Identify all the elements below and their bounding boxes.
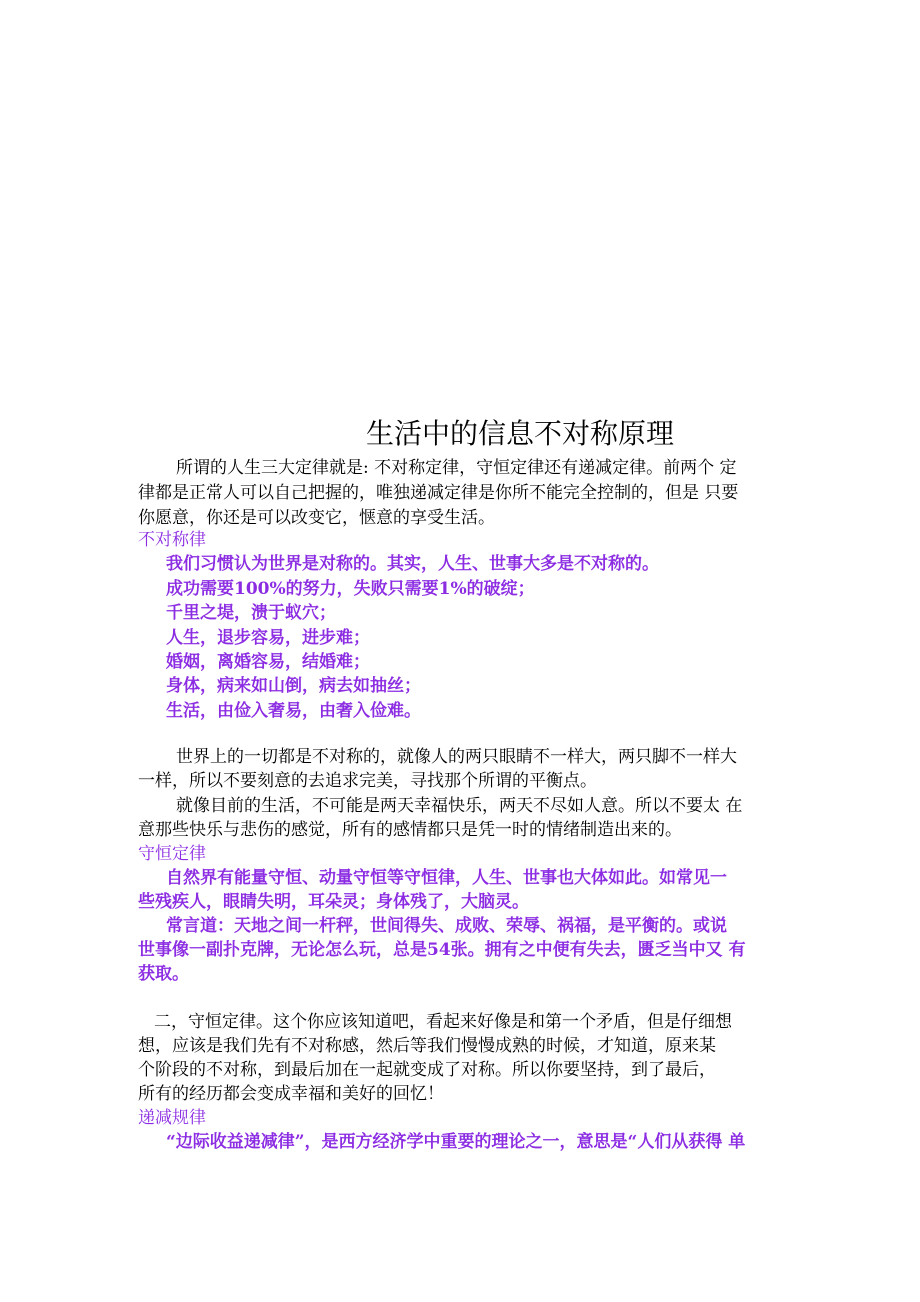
intro-line: 你愿意，你还是可以改变它，惬意的享受生活。: [138, 508, 495, 528]
intro-line: 所谓的人生三大定律就是: 不对称定律，守恒定律还有递减定律。前两个 定: [176, 458, 737, 478]
paragraph-line: 获取。: [138, 964, 189, 984]
paragraph-line: 个阶段的不对称，到最后加在一起就变成了对称。所以你要坚持，到了最后，: [138, 1060, 716, 1080]
paragraph-line: 常言道：天地之间一杆秤，世间得失、成败、荣辱、祸福，是平衡的。或说: [166, 916, 727, 936]
paragraph-line: 二，守恒定律。这个你应该知道吧，看起来好像是和第一个矛盾，但是仔细想: [154, 1012, 732, 1032]
list-item: 我们习惯认为世界是对称的。其实，人生、世事大多是不对称的。: [166, 554, 659, 574]
section-heading-conservation: 守恒定律: [138, 844, 206, 864]
list-item: 人生，退步容易，进步难；: [166, 628, 370, 648]
list-item: 身体，病来如山倒，病去如抽丝；: [166, 676, 421, 696]
list-item: 千里之堤，溃于蚁穴；: [166, 603, 336, 623]
paragraph-line: 一样，所以不要刻意的去追求完美，寻找那个所谓的平衡点。: [138, 771, 597, 791]
paragraph-line: 自然界有能量守恒、动量守恒等守恒律，人生、世事也大体如此。如常见一: [166, 868, 727, 888]
intro-line: 律都是正常人可以自己把握的，唯独递减定律是你所不能完全控制的，但是 只要: [138, 483, 739, 503]
paragraph-line: 世界上的一切都是不对称的，就像人的两只眼睛不一样大，两只脚不一样大: [176, 747, 737, 767]
page-title: 生活中的信息不对称原理: [365, 417, 674, 450]
paragraph-line: 世事像一副扑克牌，无论怎么玩，总是54张。拥有之中便有失去，匮乏当中又 有: [138, 940, 746, 960]
paragraph-line: 些残疾人，眼睛失明，耳朵灵；身体残了，大脑灵。: [138, 892, 529, 912]
paragraph-line: 就像目前的生活，不可能是两天幸福快乐，两天不尽如人意。所以不要太 在: [176, 796, 743, 816]
paragraph-line: 想，应该是我们先有不对称感，然后等我们慢慢成熟的时候，才知道，原来某: [138, 1036, 716, 1056]
section-heading-asymmetry: 不对称律: [138, 530, 206, 550]
list-item: 生活，由俭入奢易，由奢入俭难。: [166, 701, 421, 721]
list-item: 成功需要100%的努力，失败只需要1%的破绽；: [166, 579, 535, 599]
paragraph-line: “边际收益递减律”，是西方经济学中重要的理论之一，意思是“人们从获得 单: [166, 1132, 746, 1152]
section-heading-diminishing: 递减规律: [138, 1108, 206, 1128]
paragraph-line: 所有的经历都会变成幸福和美好的回忆！: [138, 1084, 444, 1104]
paragraph-line: 意那些快乐与悲伤的感觉，所有的感情都只是凭一时的情绪制造出来的。: [138, 820, 682, 840]
list-item: 婚姻，离婚容易，结婚难；: [166, 652, 370, 672]
